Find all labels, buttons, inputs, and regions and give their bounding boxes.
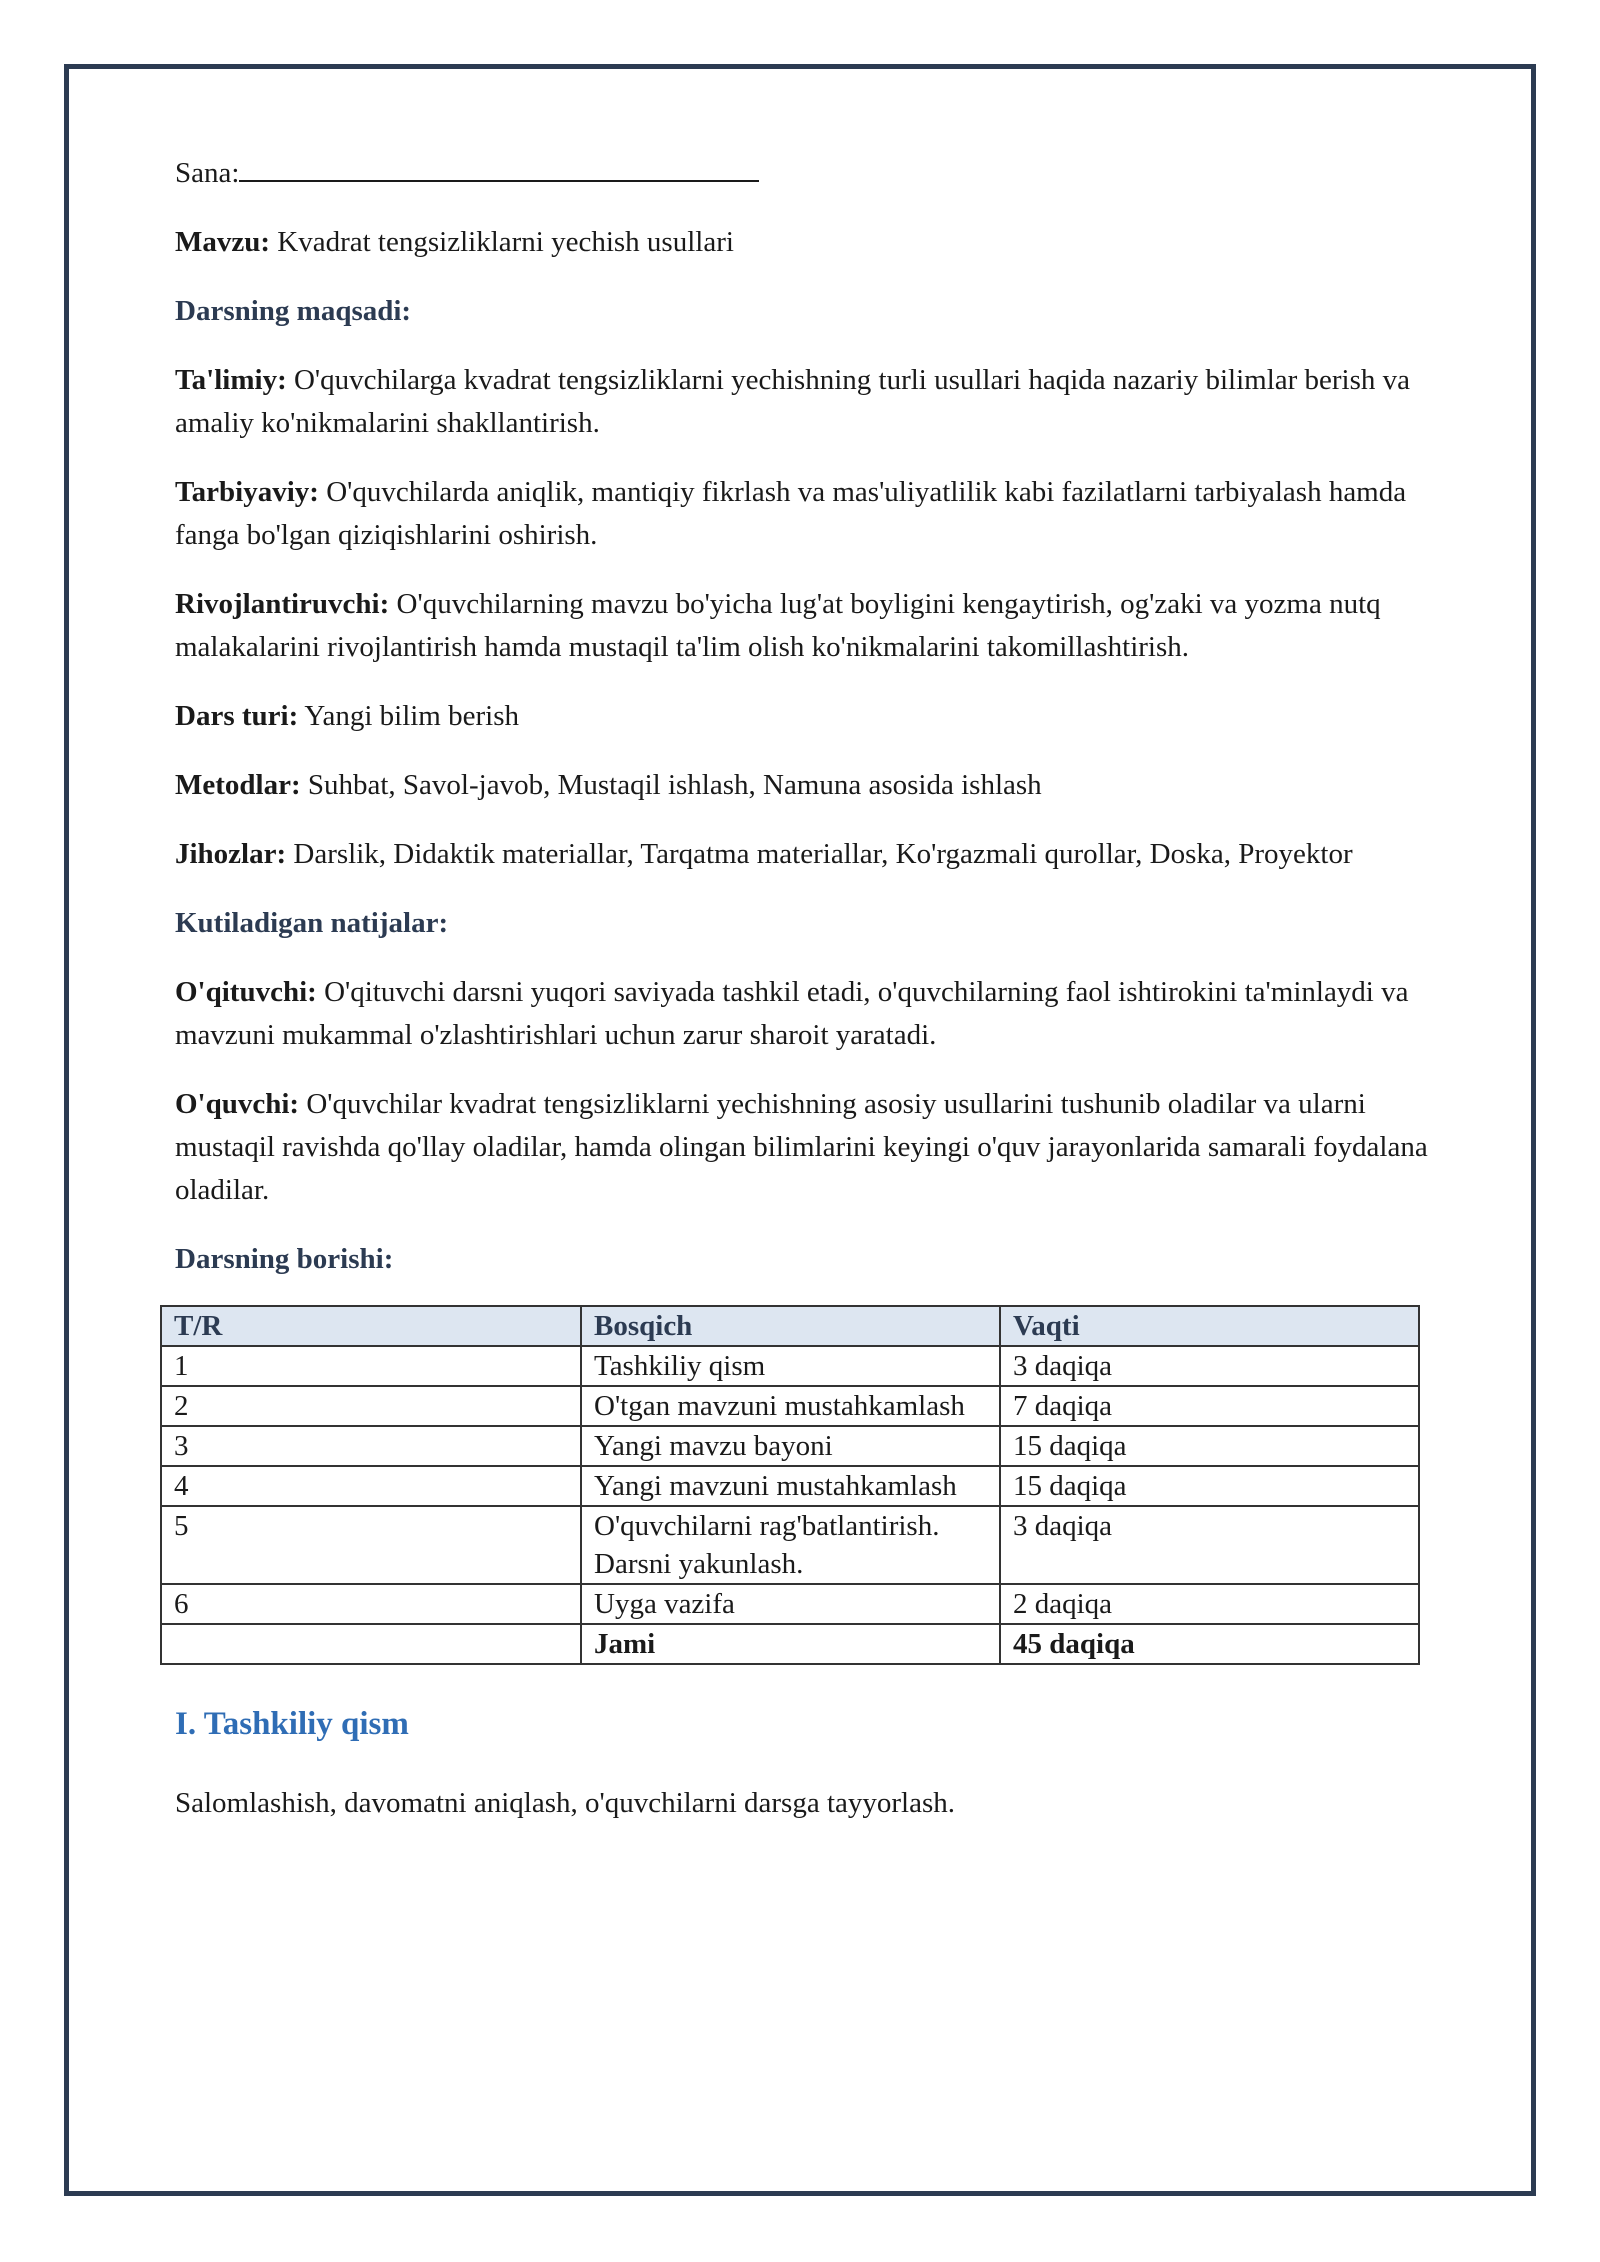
- table-row: [161, 1346, 1419, 1386]
- table-total-row: [161, 1624, 1419, 1664]
- lesson-plan-table: [160, 1305, 1420, 1665]
- topic-text: Kvadrat tengsizliklarni yechish usullari: [277, 226, 734, 258]
- table-header-cell: Vaqti: [1000, 1306, 1419, 1346]
- methods-label: Metodlar:: [175, 769, 301, 801]
- equipment: [175, 833, 1435, 876]
- equipment-text: Darslik, Didaktik materiallar, Tarqatma materiallar, Ko'rgazmali qurollar, Doska, Proyektor: [293, 838, 1353, 870]
- table-cell: 6: [161, 1584, 581, 1624]
- table-row: [161, 1584, 1419, 1624]
- table-cell: O'tgan mavzuni mustahkamlash: [581, 1386, 1000, 1426]
- table-cell: Uyga vazifa: [581, 1584, 1000, 1624]
- goal-upbringing-label: Tarbiyaviy:: [175, 476, 319, 508]
- table-cell: 1: [161, 1346, 581, 1386]
- goal-upbringing: [175, 471, 1435, 557]
- equipment-label: Jihozlar:: [175, 838, 287, 870]
- table-cell: [161, 1624, 581, 1664]
- lesson-type-text: Yangi bilim berish: [304, 700, 519, 732]
- lesson-type: [175, 695, 1435, 738]
- table-cell: 15 daqiqa: [1000, 1466, 1419, 1506]
- table-header-cell: Bosqich: [581, 1306, 1000, 1346]
- topic: [175, 221, 1435, 264]
- table-row: [161, 1426, 1419, 1466]
- goal-educational: [175, 359, 1435, 445]
- table-cell: 5: [161, 1506, 581, 1584]
- date-blank: [239, 150, 759, 182]
- goal-educational-label: Ta'limiy:: [175, 364, 287, 396]
- goals-heading: Darsning maqsadi:: [175, 295, 412, 327]
- document-body: [175, 150, 1435, 1851]
- goal-developmental-label: Rivojlantiruvchi:: [175, 588, 390, 620]
- table-row: [161, 1466, 1419, 1506]
- goal-educational-text: O'quvchilarga kvadrat tengsizliklarni yechishning turli usullari haqida nazariy bilimlar berish va amaliy ko'nikmalarini shakllantirish.: [175, 364, 1411, 439]
- table-cell: 3 daqiqa: [1000, 1506, 1419, 1584]
- lesson-type-label: Dars turi:: [175, 700, 299, 732]
- section-organizational-text: Salomlashish, davomatni aniqlash, o'quvchilarni darsga tayyorlash.: [175, 1787, 956, 1819]
- outcome-teacher-label: O'qituvchi:: [175, 976, 317, 1008]
- table-cell: 3 daqiqa: [1000, 1346, 1419, 1386]
- table-total-label: Jami: [581, 1624, 1000, 1664]
- table-cell: 2: [161, 1386, 581, 1426]
- table-cell: Yangi mavzuni mustahkamlash: [581, 1466, 1000, 1506]
- table-cell: O'quvchilarni rag'batlantirish. Darsni yakunlash.: [581, 1506, 1000, 1584]
- table-cell: 7 daqiqa: [1000, 1386, 1419, 1426]
- table-row: [161, 1506, 1419, 1584]
- date-line: [175, 150, 1435, 195]
- table-header-cell: T/R: [161, 1306, 581, 1346]
- outcome-teacher: [175, 971, 1435, 1057]
- methods-text: Suhbat, Savol-javob, Mustaqil ishlash, Namuna asosida ishlash: [307, 769, 1042, 801]
- outcomes-heading: Kutiladigan natijalar:: [175, 907, 449, 939]
- table-cell: 15 daqiqa: [1000, 1426, 1419, 1466]
- outcome-teacher-text: O'qituvchi darsni yuqori saviyada tashkil etadi, o'quvchilarning faol ishtirokini ta'minlaydi va mavzuni mukammal o'zlashtirishlari uchun zarur sharoit yaratadi.: [175, 976, 1409, 1051]
- methods: [175, 764, 1435, 807]
- table-cell: 2 daqiqa: [1000, 1584, 1419, 1624]
- table-cell: Tashkiliy qism: [581, 1346, 1000, 1386]
- date-label: Sana:: [175, 157, 240, 189]
- table-cell: 3: [161, 1426, 581, 1466]
- topic-label: Mavzu:: [175, 226, 271, 258]
- table-row: [161, 1386, 1419, 1426]
- table-cell: 4: [161, 1466, 581, 1506]
- section-heading-organizational: I. Tashkiliy qism: [175, 1706, 409, 1742]
- table-cell: Yangi mavzu bayoni: [581, 1426, 1000, 1466]
- goal-upbringing-text: O'quvchilarda aniqlik, mantiqiy fikrlash va mas'uliyatlilik kabi fazilatlarni tarbiyalash hamda fanga bo'lgan qiziqishlarini oshirish.: [175, 476, 1407, 551]
- table-total-value: 45 daqiqa: [1000, 1624, 1419, 1664]
- goal-developmental-text: O'quvchilarning mavzu bo'yicha lug'at boyligini kengaytirish, og'zaki va yozma nutq malakalarini rivojlantirish hamda mustaqil ta'lim olish ko'nikmalarini takomillashtirish.: [175, 588, 1381, 663]
- table-header-row: [161, 1306, 1419, 1346]
- outcome-student: [175, 1083, 1435, 1212]
- outcome-student-text: O'quvchilar kvadrat tengsizliklarni yechishning asosiy usullarini tushunib oladilar va ularni mustaqil ravishda qo'llay oladilar, hamda olingan bilimlarini keyingi o'quv jarayonlarida samarali foydalana oladilar.: [175, 1088, 1428, 1206]
- process-heading: Darsning borishi:: [175, 1243, 394, 1275]
- outcome-student-label: O'quvchi:: [175, 1088, 300, 1120]
- goal-developmental: [175, 583, 1435, 669]
